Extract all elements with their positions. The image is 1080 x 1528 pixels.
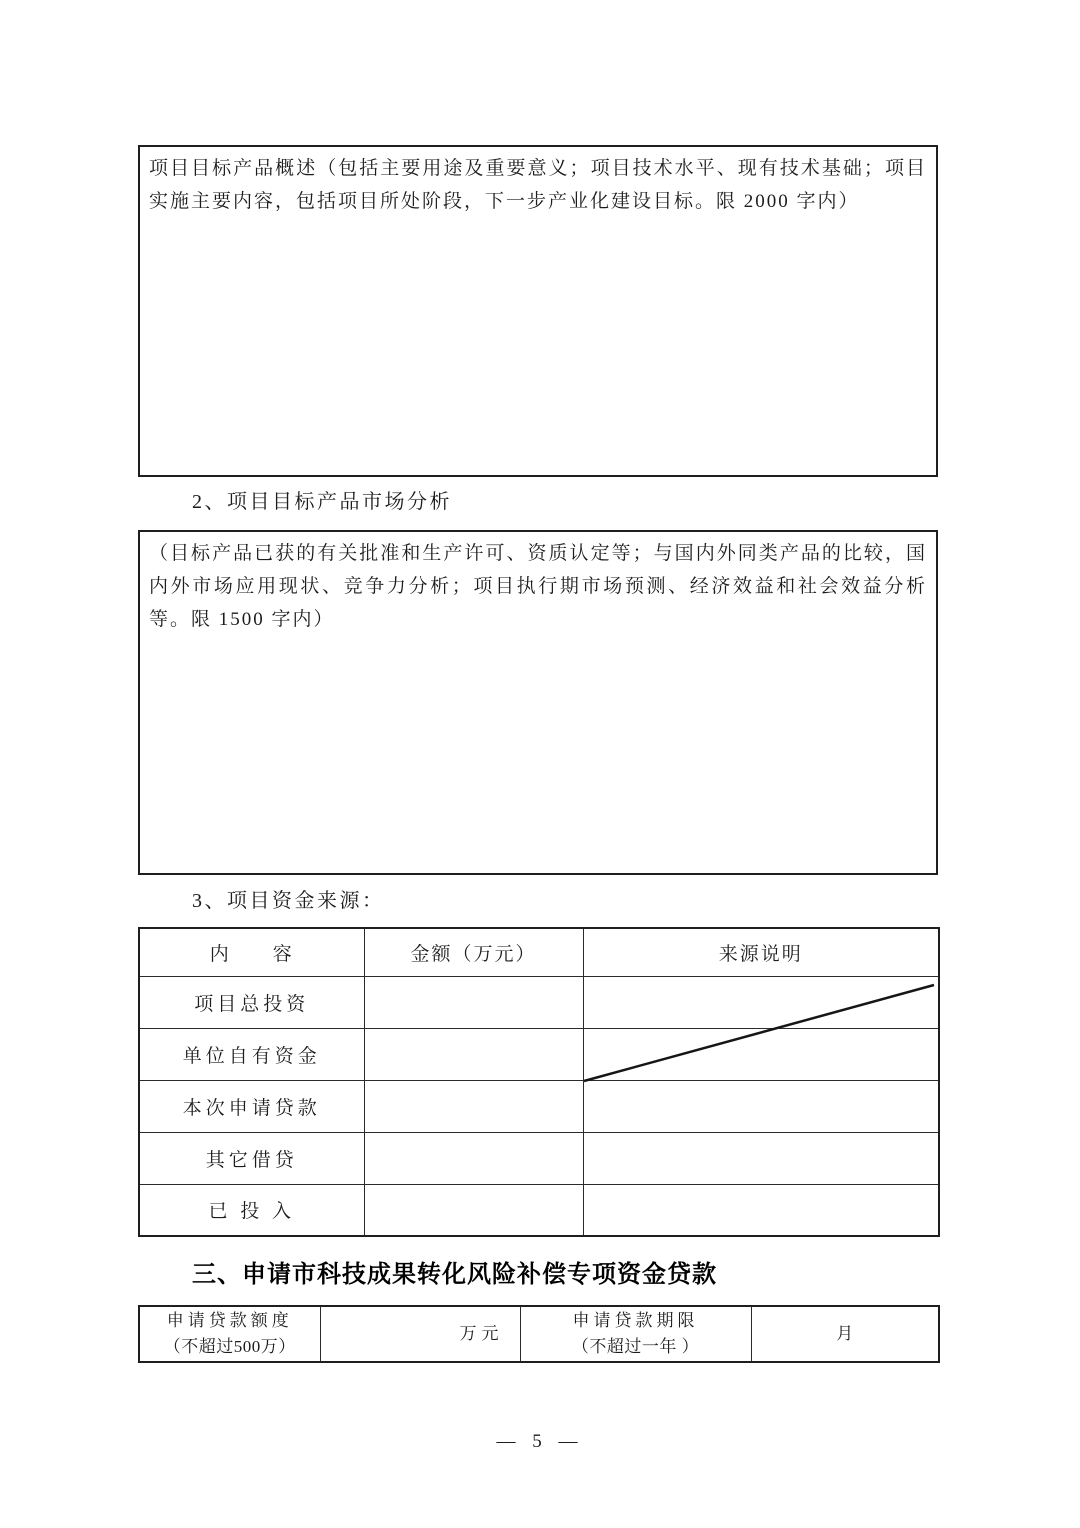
- source-cell-other-borrowing[interactable]: [583, 1132, 939, 1184]
- row-label-current-loan: 本次申请贷款: [139, 1080, 364, 1132]
- amount-cell-own-funds[interactable]: [364, 1028, 583, 1080]
- funding-table-header-row: [139, 928, 939, 976]
- header-content: 内 容: [139, 928, 364, 976]
- loan-quota-label: 申请贷款额度: [166, 1311, 293, 1330]
- loan-quota-unit: 万元: [459, 1324, 504, 1343]
- table-row: [139, 1184, 939, 1236]
- table-row: [139, 1028, 939, 1080]
- loan-term-note: （不超过一年 ）: [571, 1337, 700, 1356]
- market-analysis-heading: 2、项目目标产品市场分析: [192, 491, 452, 513]
- loan-table-wrap: [138, 1305, 938, 1363]
- loan-term-input-cell[interactable]: [751, 1306, 939, 1362]
- loan-application-heading: 三、申请市科技成果转化风险补偿专项资金贷款: [192, 1261, 717, 1288]
- loan-term-label-cell: [520, 1306, 751, 1362]
- row-label-other-borrowing: 其它借贷: [139, 1132, 364, 1184]
- project-overview-box[interactable]: [138, 145, 938, 477]
- loan-term-label: 申请贷款期限: [572, 1311, 699, 1330]
- source-cell-already-invested[interactable]: [583, 1184, 939, 1236]
- page-number: — 5 —: [496, 1431, 584, 1452]
- amount-cell-other-borrowing[interactable]: [364, 1132, 583, 1184]
- market-analysis-instructions: （目标产品已获的有关批准和生产许可、资质认定等；与国内外同类产品的比较，国内外市场应用现状、竞争力分析；项目执行期市场预测、经济效益和社会效益分析等。限 1500 字内）: [149, 543, 927, 630]
- amount-cell-current-loan[interactable]: [364, 1080, 583, 1132]
- loan-quota-input-cell[interactable]: [320, 1306, 520, 1362]
- source-cell-total-investment: [583, 976, 939, 1028]
- source-cell-own-funds: [583, 1028, 939, 1080]
- row-label-own-funds: 单位自有资金: [139, 1028, 364, 1080]
- funding-source-table: [138, 927, 940, 1237]
- loan-term-unit: 月: [836, 1324, 854, 1343]
- table-row: [139, 1306, 939, 1362]
- row-label-already-invested: 已 投 入: [139, 1184, 364, 1236]
- source-cell-current-loan[interactable]: [583, 1080, 939, 1132]
- funding-source-heading: 3、项目资金来源：: [192, 890, 385, 912]
- amount-cell-already-invested[interactable]: [364, 1184, 583, 1236]
- project-overview-instructions: 项目目标产品概述（包括主要用途及重要意义；项目技术水平、现有技术基础；项目实施主要内容，包括项目所处阶段，下一步产业化建设目标。限 2000 字内）: [149, 158, 927, 212]
- header-amount: 金额（万元）: [364, 928, 583, 976]
- market-analysis-box[interactable]: [138, 530, 938, 875]
- table-row: [139, 1132, 939, 1184]
- amount-cell-total-investment[interactable]: [364, 976, 583, 1028]
- loan-quota-label-cell: [139, 1306, 320, 1362]
- table-row: [139, 976, 939, 1028]
- header-source: 来源说明: [583, 928, 939, 976]
- loan-quota-note: （不超过500万）: [163, 1337, 296, 1356]
- table-row: [139, 1080, 939, 1132]
- funding-table-wrap: [138, 927, 938, 1237]
- row-label-total-investment: 项目总投资: [139, 976, 364, 1028]
- loan-application-table: [138, 1305, 940, 1363]
